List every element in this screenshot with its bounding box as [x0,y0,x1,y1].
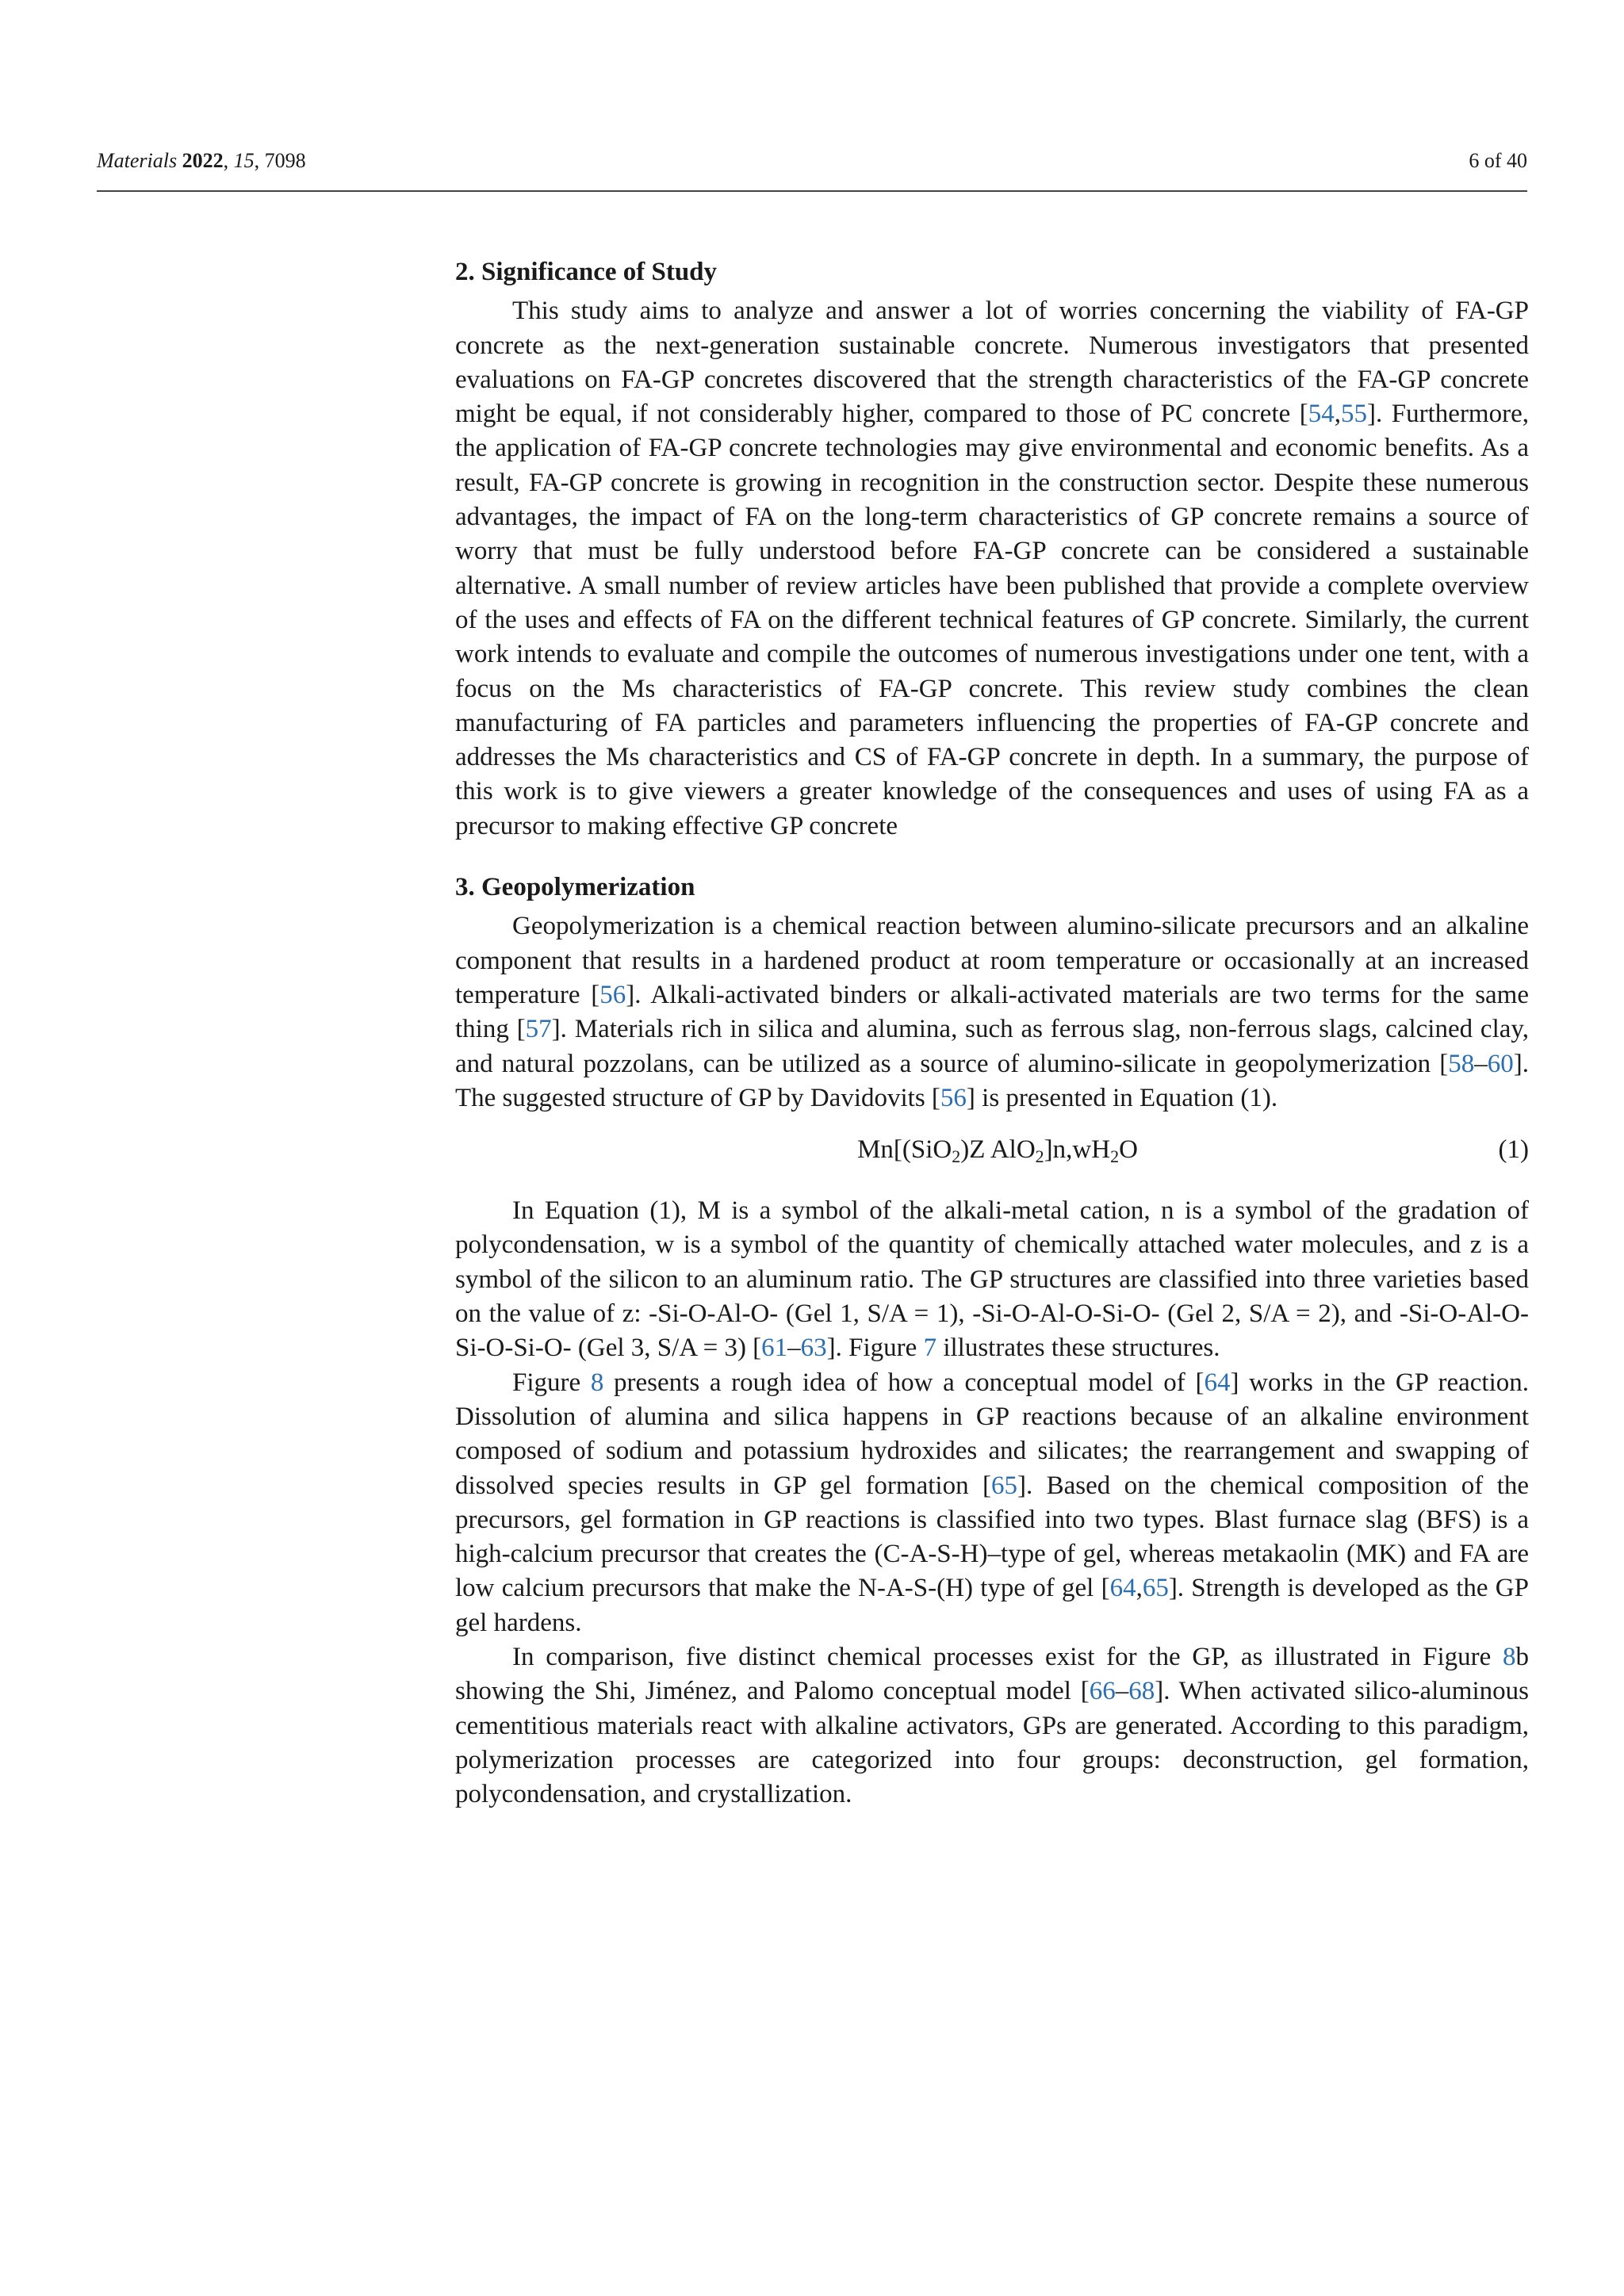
article-body [455,255,1529,1812]
citation-link[interactable]: 65 [1142,1574,1169,1603]
citation-link[interactable]: 61 [761,1334,788,1363]
equation-1 [455,1133,1529,1167]
page-number: 6 of 40 [1469,149,1527,172]
paragraph-conceptual-model: Figure 8 presents a rough idea of how a conceptual model of [64] works in the GP reaction. Dissolution of alumina and silica happens in GP reactions because of an alkaline environment composed of sodium and potassium hydroxides and silicates; the rearrangement and swapping of dissolved species results in GP gel formation [65]. Based on the chemical composition of the precursors, gel formation in GP reactions is classified into two types. Blast furnace slag (BFS) is a high-calcium precursor that creates the (C-A-S-H)–type of gel, whereas metakaolin (MK) and FA are low calcium precursors that make the N-A-S-(H) type of gel [64,65]. Strength is developed as the GP gel hardens. [455,1368,1530,1637]
article-number: 7098 [264,149,306,172]
equation-formula: Mn[(SiO$_2$)Z $AlO_2]n,wH_2O$ [857,1135,1138,1167]
paragraph-geopolymerization-intro: Geopolymerization is a chemical reaction between alumino-silicate precursors and an alkaline component that results in a hardened product at room temperature or occasionally at an increased temperature [56]. Alkali-activated binders or alkali-activated materials are two terms for the same thing [57]. Materials rich in silica and alumina, such as ferrous slag, non-ferrous slags, calcined clay, and natural pozzolans, can be utilized as a source of alumino-silicate in geopolymerization [58–60]. The suggested structure of GP by Davidovits [56] is presented in Equation (1). [455,912,1529,1112]
section-heading-geopolymerization: 3. Geopolymerization [455,873,695,902]
citation-link[interactable]: 54 [1308,400,1335,429]
citation-link[interactable]: 56 [599,980,626,1009]
citation-link[interactable]: 56 [940,1083,967,1112]
citation-link[interactable]: 57 [525,1015,552,1044]
figure-link[interactable]: 8 [590,1368,604,1397]
citation-link[interactable]: 64 [1204,1368,1231,1397]
citation-link[interactable]: 63 [800,1334,827,1363]
citation-link[interactable]: 68 [1128,1677,1155,1706]
citation: Materials 2022, 15, 7098 [97,149,306,172]
citation-link[interactable]: 64 [1109,1574,1136,1603]
journal-name: Materials [97,149,178,172]
citation-link[interactable]: 58 [1448,1049,1475,1078]
journal-volume: 15 [233,149,255,172]
citation-link[interactable]: 65 [990,1471,1017,1500]
equation-number: (1) [1498,1135,1529,1165]
citation-link[interactable]: 55 [1341,400,1368,429]
paragraph-significance: This study aims to analyze and answer a lot of worries concerning the viability of FA-GP concrete as the next-generation sustainable concrete. Numerous investigators that presented evaluations on FA-GP concretes discovered that the strength characteristics of the FA-GP concrete might be equal, if not considerably higher, compared to those of PC concrete [54,55]. Furthermore, the application of FA-GP concrete technologies may give environmental and economic benefits. As a result, FA-GP concrete is growing in recognition in the construction sector. Despite these numerous advantages, the impact of FA on the long-term characteristics of GP concrete remains a source of worry that must be fully understood before FA-GP concrete can be considered a sustainable alternative. A small number of review articles have been published that provide a complete overview of the uses and effects of FA on the different technical features of GP concrete. Similarly, the current work intends to evaluate and compile the outcomes of numerous investigations under one tent, with a focus on the Ms characteristics of FA-GP concrete. This review study combines the clean manufacturing of FA particles and parameters influencing the properties of FA-GP concrete and addresses the Ms characteristics and CS of FA-GP concrete in depth. In a summary, the purpose of this work is to give viewers a greater knowledge of the consequences and uses of using FA as a precursor to making effective GP concrete [455,297,1529,840]
running-header [97,149,1527,173]
figure-link[interactable]: 8 [1503,1642,1516,1671]
paragraph-chemical-processes: In comparison, five distinct chemical processes exist for the GP, as illustrated in Figure 8b showing the Shi, Jiménez, and Palomo conceptual model [66–68]. When activated silico-aluminous cementitious materials react with alkaline activators, GPs are generated. According to this paradigm, polymerization processes are categorized into four groups: deconstruction, gel formation, polycondensation, and crystallization. [455,1642,1529,1809]
citation-link[interactable]: 60 [1487,1049,1514,1078]
journal-year: 2022 [182,149,224,172]
paragraph-equation-explanation: In Equation (1), M is a symbol of the alkali-metal cation, n is a symbol of the gradation of polycondensation, w is a symbol of the quantity of chemically attached water molecules, and z is a symbol of the silicon to an aluminum ratio. The GP structures are classified into three varieties based on the value of z: -Si-O-Al-O- (Gel 1, S/A = 1), -Si-O-Al-O-Si-O- (Gel 2, S/A = 2), and -Si-O-Al-O-Si-O-Si-O- (Gel 3, S/A = 3) [61–63]. Figure 7 illustrates these structures. [455,1196,1529,1363]
section-heading-significance: 2. Significance of Study [455,258,718,286]
citation-link[interactable]: 66 [1089,1677,1116,1706]
header-divider [97,190,1527,192]
figure-link[interactable]: 7 [923,1334,937,1363]
